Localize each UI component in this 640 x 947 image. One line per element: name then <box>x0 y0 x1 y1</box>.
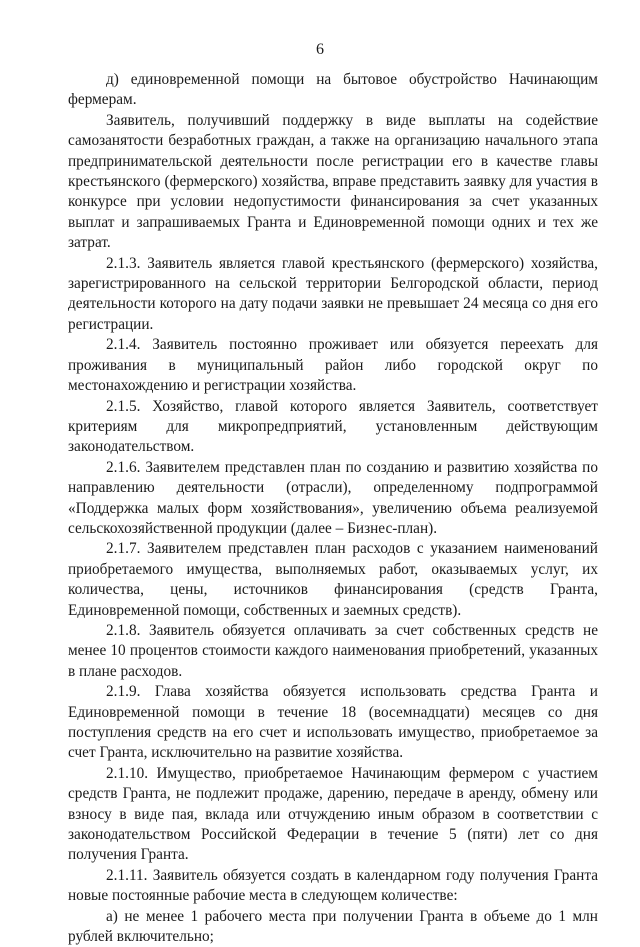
paragraph-2-1-10: 2.1.10. Имущество, приобретаемое Начинающим фермером с участием средств Гранта, не подлежит продаже, дарению, передаче в аренду, обмену или взносу в виде пая, вклада или отчуждению иным образом в соответствии с законодательством Российской Федерации в течение 5 (пяти) лет со дня получения Гранта. <box>68 764 598 864</box>
paragraph-2-1-5: 2.1.5. Хозяйство, главой которого является Заявитель, соответствует критериям для микропредприятий, установленным действующим законодательством. <box>68 397 598 456</box>
document-body <box>68 70 598 947</box>
page-number: 6 <box>316 41 324 58</box>
paragraph-2-1-4: 2.1.4. Заявитель постоянно проживает или обязуется переехать для проживания в муниципальный район либо городской округ по местонахождению и регистрации хозяйства. <box>68 336 598 395</box>
paragraph-2-1-8: 2.1.8. Заявитель обязуется оплачивать за счет собственных средств не менее 10 процентов стоимости каждого наименования приобретений, указанных в плане расходов. <box>68 621 598 680</box>
paragraph-2-1-9: 2.1.9. Глава хозяйства обязуется использовать средства Гранта и Единовременной помощи в течение 18 (восемнадцати) месяцев со дня поступления средств на его счет и использовать имущество, приобретаемое за счет Гранта, исключительно на развитие хозяйства. <box>68 683 598 762</box>
paragraph-item-a: а) не менее 1 рабочего места при получении Гранта в объеме до 1 млн рублей включительно; <box>68 907 598 946</box>
paragraph-2-1-7: 2.1.7. Заявителем представлен план расходов с указанием наименований приобретаемого имущества, выполняемых работ, оказываемых услуг, их количества, цены, источников финансирования (средств Гранта, Единовременной помощи, собственных и заемных средств). <box>68 540 598 619</box>
paragraph-2-1-3: 2.1.3. Заявитель является главой крестьянского (фермерского) хозяйства, зарегистрированного на сельской территории Белгородской области, период деятельности которого на дату подачи заявки не превышает 24 месяца со дня его регистрации. <box>68 254 598 333</box>
paragraph-self-employment-applicant: Заявитель, получивший поддержку в виде выплаты на содействие самозанятости безработных граждан, а также на организацию начального этапа предпринимательской деятельности после регистрации его в качестве главы крестьянского (фермерского) хозяйства, вправе представить заявку для участия в конкурсе при условии недопустимости финансирования за счет указанных выплат и запрашиваемых Гранта и Единовременной помощи одних и тех же затрат. <box>68 111 598 252</box>
paragraph-2-1-11: 2.1.11. Заявитель обязуется создать в календарном году получения Гранта новые постоянные рабочие места в следующем количестве: <box>68 866 598 905</box>
paragraph-item-d: д) единовременной помощи на бытовое обустройство Начинающим фермерам. <box>68 71 598 109</box>
paragraph-2-1-6: 2.1.6. Заявителем представлен план по созданию и развитию хозяйства по направлению деятельности (отрасли), определенному подпрограммой «Поддержка малых форм хозяйствования», увеличению объема реализуемой сельскохозяйственной продукции (далее – Бизнес-план). <box>68 458 598 537</box>
